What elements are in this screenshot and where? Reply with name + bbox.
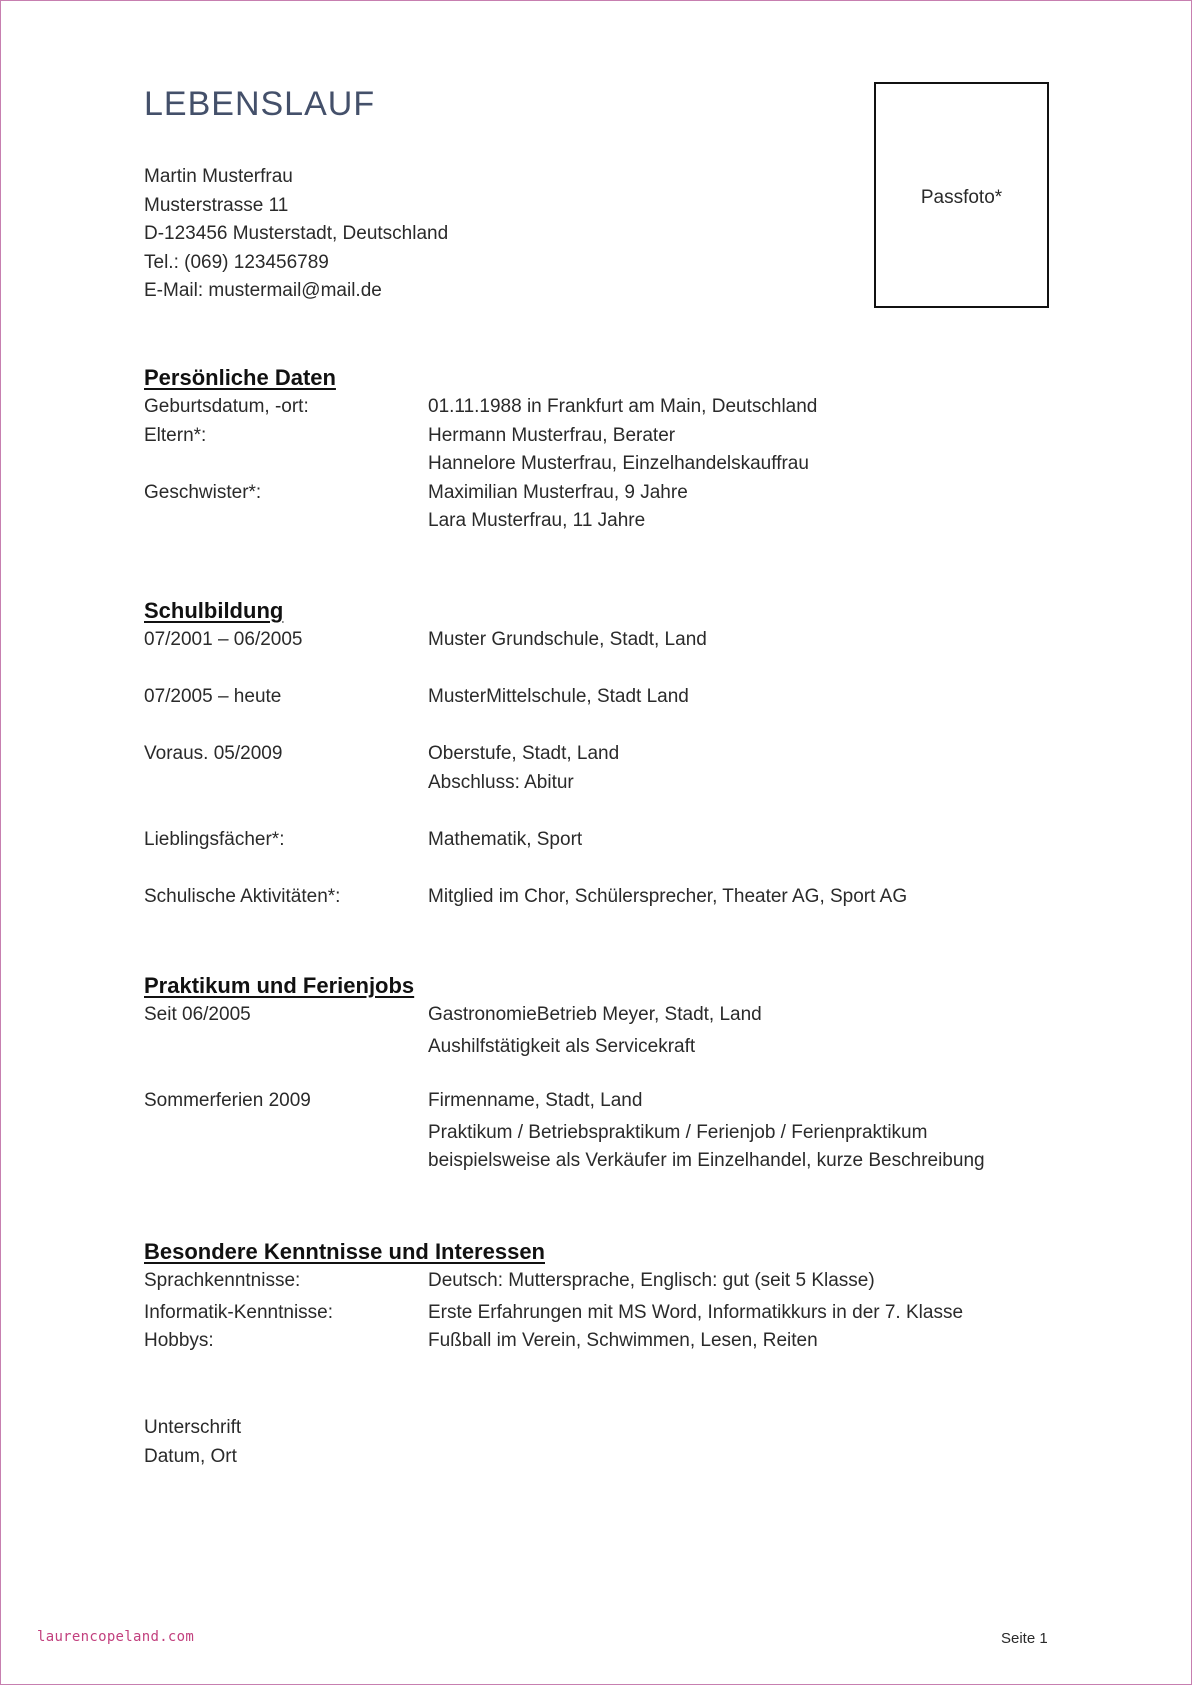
- watermark-text: laurencopeland.com: [37, 1629, 195, 1645]
- value-line: Maximilian Musterfrau, 9 Jahre: [428, 481, 688, 503]
- passport-photo-box: [874, 82, 1049, 308]
- value-line: beispielsweise als Verkäufer im Einzelhandel, kurze Beschreibung: [428, 1150, 985, 1171]
- contact-block: [144, 163, 448, 306]
- row-school-1: [144, 626, 1044, 655]
- document-title: LEBENSLAUF: [144, 85, 376, 123]
- value-line: Firmenname, Stadt, Land: [428, 1090, 643, 1111]
- value-line: MusterMittelschule, Stadt Land: [428, 686, 689, 707]
- section-skills: [144, 1237, 1044, 1356]
- contact-city: D-123456 Musterstadt, Deutschland: [144, 223, 449, 244]
- row-value: [428, 479, 1044, 536]
- contact-phone: Tel.: (069) 123456789: [144, 251, 329, 273]
- value-line: Praktikum / Betriebspraktikum / Ferienjob / Ferienpraktikum: [428, 1121, 928, 1143]
- contact-email: E-Mail: mustermail@mail.de: [144, 280, 382, 301]
- row-value: [428, 883, 1044, 912]
- row-label: Sommerferien 2009: [144, 1090, 311, 1111]
- row-school-2: [144, 683, 1044, 712]
- row-siblings: [144, 479, 1044, 536]
- value-line: Hermann Musterfrau, Berater: [428, 424, 676, 446]
- row-label: Eltern*:: [144, 424, 207, 446]
- section-heading: Besondere Kenntnisse und Interessen: [144, 1239, 545, 1264]
- row-label: Geburtsdatum, -ort:: [144, 396, 309, 417]
- row-value: [428, 1327, 1044, 1356]
- section-heading: Schulbildung: [144, 598, 284, 623]
- section-jobs: [144, 971, 1044, 1176]
- value-line: Abschluss: Abitur: [428, 771, 574, 793]
- row-value: [428, 1267, 1044, 1296]
- value-line: Aushilfstätigkeit als Servicekraft: [428, 1035, 696, 1057]
- row-job-1: [144, 1001, 1044, 1061]
- row-label: Hobbys:: [144, 1330, 214, 1351]
- value-line: Lara Musterfrau, 11 Jahre: [428, 510, 646, 531]
- row-it-skills: [144, 1299, 1044, 1328]
- row-value: [428, 393, 1044, 422]
- row-school-activities: [144, 883, 1044, 912]
- value-line: Mathematik, Sport: [428, 828, 583, 850]
- row-label: Geschwister*:: [144, 481, 262, 503]
- date-place-label: Datum, Ort: [144, 1446, 237, 1467]
- value-line: Mitglied im Chor, Schülersprecher, Theater AG, Sport AG: [428, 885, 908, 907]
- section-heading: Praktikum und Ferienjobs: [144, 973, 415, 998]
- row-label: Lieblingsfächer*:: [144, 828, 285, 850]
- section-heading: Persönliche Daten: [144, 365, 336, 390]
- section-school: [144, 596, 1044, 911]
- row-label: 07/2005 – heute: [144, 686, 282, 707]
- page-number: Seite 1: [1001, 1630, 1048, 1647]
- section-personal-data: [144, 363, 1044, 536]
- row-favorite-subjects: [144, 826, 1044, 855]
- row-value: [428, 1001, 1044, 1061]
- row-label: Sprachkenntnisse:: [144, 1270, 301, 1291]
- row-value: [428, 683, 1044, 712]
- row-value: [428, 740, 1044, 797]
- row-languages: [144, 1267, 1044, 1296]
- row-school-3: [144, 740, 1044, 797]
- row-value: [428, 422, 1044, 479]
- row-label: Informatik-Kenntnisse:: [144, 1301, 334, 1323]
- row-value: [428, 1299, 1044, 1328]
- row-hobbies: [144, 1327, 1044, 1356]
- row-job-2: [144, 1087, 1044, 1176]
- row-label: 07/2001 – 06/2005: [144, 629, 303, 650]
- value-line: Fußball im Verein, Schwimmen, Lesen, Reiten: [428, 1330, 818, 1351]
- value-line: GastronomieBetrieb Meyer, Stadt, Land: [428, 1004, 762, 1025]
- row-birth: [144, 393, 1044, 422]
- contact-street: Musterstrasse 11: [144, 194, 289, 216]
- value-line: Deutsch: Muttersprache, Englisch: gut (seit 5 Klasse): [428, 1270, 875, 1291]
- value-line: 01.11.1988 in Frankfurt am Main, Deutschland: [428, 396, 818, 417]
- value-line: Erste Erfahrungen mit MS Word, Informatikkurs in der 7. Klasse: [428, 1301, 964, 1323]
- row-label: Voraus. 05/2009: [144, 743, 283, 764]
- row-value: [428, 826, 1044, 855]
- value-line: Hannelore Musterfrau, Einzelhandelskauffrau: [428, 453, 809, 474]
- value-line: Oberstufe, Stadt, Land: [428, 743, 620, 764]
- value-line: Muster Grundschule, Stadt, Land: [428, 629, 707, 650]
- row-label: Seit 06/2005: [144, 1004, 251, 1025]
- signature-label: Unterschrift: [144, 1417, 242, 1438]
- photo-label: Passfoto*: [920, 187, 1003, 208]
- row-label: Schulische Aktivitäten*:: [144, 885, 341, 907]
- row-value: [428, 1087, 1044, 1176]
- row-value: [428, 626, 1044, 655]
- contact-name: Martin Musterfrau: [144, 166, 293, 187]
- row-parents: [144, 422, 1044, 479]
- signature-block: [144, 1413, 241, 1471]
